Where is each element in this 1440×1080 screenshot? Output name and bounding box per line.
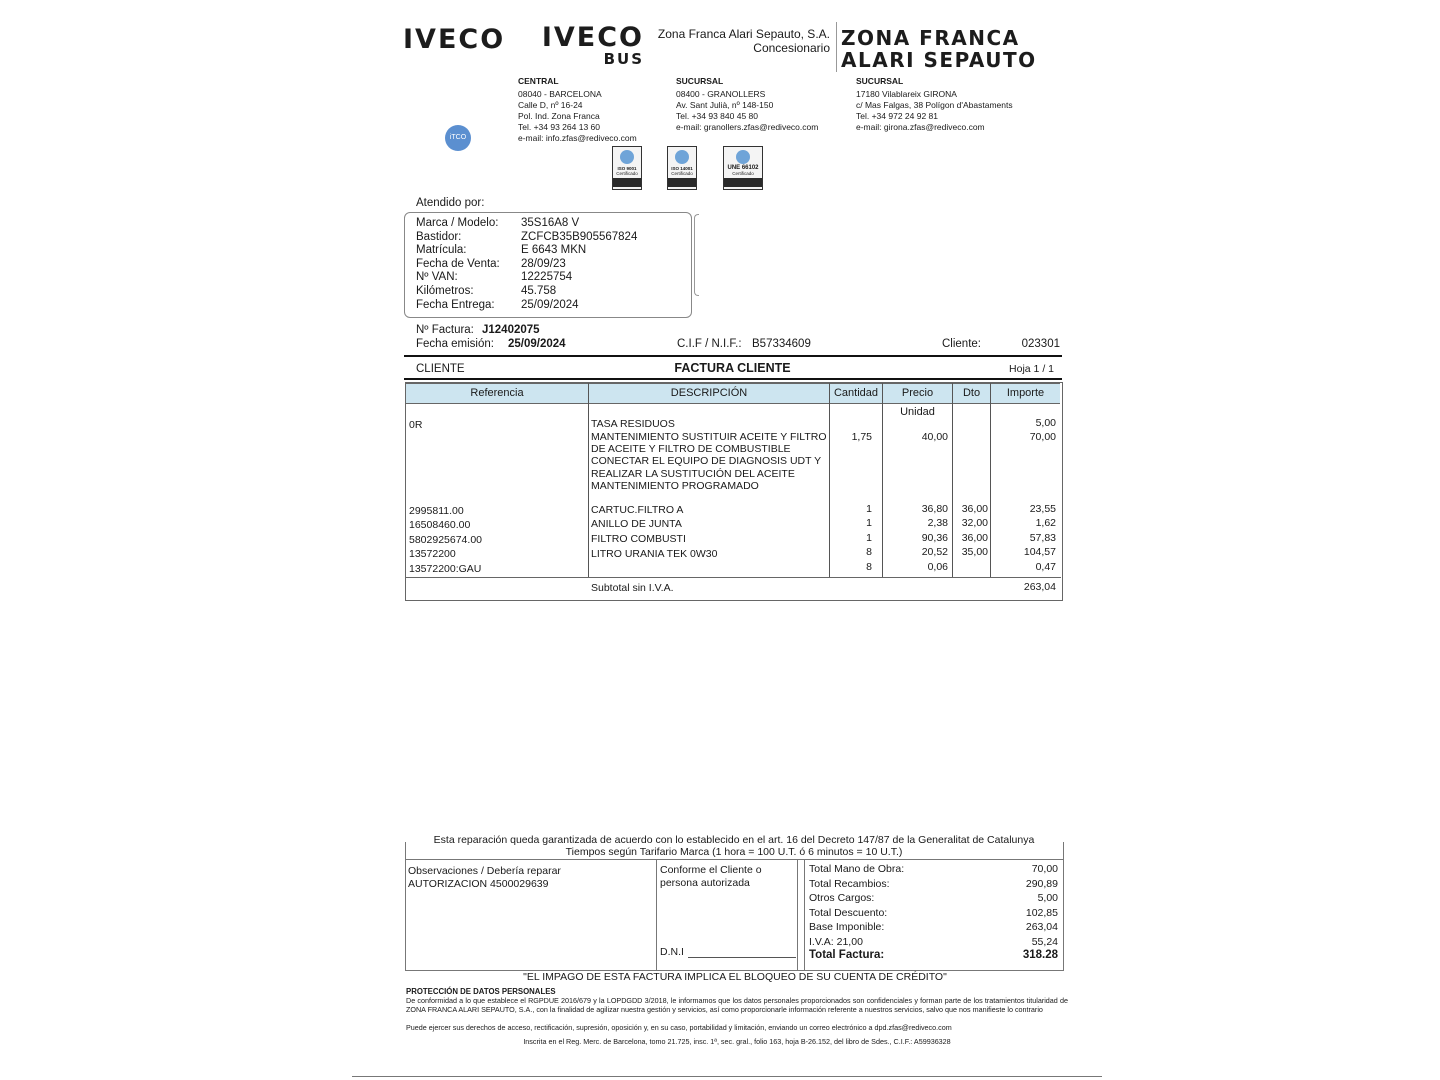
table-row-amount: 0,47 bbox=[1035, 561, 1056, 573]
conforme-line: Conforme el Cliente o bbox=[660, 864, 762, 876]
total-parts-value: 290,89 bbox=[1025, 877, 1058, 890]
iveco-bus-logo-top: IVECO bbox=[541, 22, 644, 53]
company-name-block bbox=[650, 27, 830, 55]
footer-col-divider bbox=[656, 860, 657, 970]
cert-circle-icon bbox=[675, 150, 689, 164]
dni-label: D.N.I bbox=[660, 946, 684, 958]
vehicle-model-value: 35S16A8 V bbox=[521, 217, 580, 229]
vehicle-label: Matrícula: bbox=[416, 244, 467, 257]
office-granollers bbox=[676, 76, 836, 133]
vehicle-label: Fecha de Venta: bbox=[416, 257, 500, 270]
tax-base-label: Base Imponible: bbox=[809, 921, 885, 933]
invoice-total-value: 318.28 bbox=[1022, 949, 1058, 961]
office-granollers-line: 08400 - GRANOLLERS bbox=[676, 89, 766, 99]
total-discount-value: 102,85 bbox=[1025, 906, 1058, 919]
company-role: Concesionario bbox=[753, 41, 830, 55]
table-row-amount: 5,00 bbox=[1035, 417, 1056, 429]
iveco-bus-logo-bottom: BUS bbox=[603, 50, 644, 68]
col-header-reference: Referencia bbox=[406, 383, 588, 404]
top-rule bbox=[404, 355, 1062, 357]
une-66102-cert-badge bbox=[723, 146, 763, 190]
table-row-desc: CARTUC.FILTRO A bbox=[591, 504, 684, 516]
client-number: 023301 bbox=[1021, 338, 1060, 350]
table-row-ref: 13572200:GAU bbox=[409, 563, 482, 575]
cert-code: ISO 9001 bbox=[617, 166, 637, 171]
table-row-price: 2,38 bbox=[927, 517, 948, 529]
cert-circle-icon bbox=[620, 150, 634, 164]
zona-franca-logo-line2: ALARI SEPAUTO bbox=[841, 48, 1037, 72]
iso-9001-cert-badge bbox=[612, 146, 642, 190]
table-row-amount: 1,62 bbox=[1035, 517, 1056, 529]
guarantee-line-1: Esta reparación queda garantizada de acuerdo con lo establecido en el art. 16 del Decreto 147/87 de la Generalitat de Catalunya bbox=[433, 834, 1035, 846]
table-row-ref: 5802925674.00 bbox=[409, 534, 482, 546]
office-girona-email[interactable]: e-mail: girona.zfas@rediveco.com bbox=[856, 122, 985, 132]
vehicle-sale-date-value: 28/09/23 bbox=[521, 257, 566, 270]
privacy-title: PROTECCIÓN DE DATOS PERSONALES bbox=[406, 987, 556, 996]
total-parts-label: Total Recambios: bbox=[809, 877, 890, 890]
iso-14001-cert-badge bbox=[667, 146, 697, 190]
cert-footer-band bbox=[613, 178, 641, 187]
col-divider bbox=[588, 383, 589, 577]
office-girona-line: 17180 Vilablareix GIRONA bbox=[856, 89, 957, 99]
table-row-desc: MANTENIMIENTO SUSTITUIR ACEITE Y FILTRO DE ACEITE Y FILTRO DE COMBUSTIBLE CONECTAR EL EQUIPO DE DIAGNOSIS UDT Y REALIZAR LA SUSTITUCIÓN DEL ACEITE MANTENIMIENTO PROGRAMADO bbox=[591, 431, 827, 492]
invoice-number: J12402075 bbox=[482, 324, 540, 336]
conforme-line: persona autorizada bbox=[660, 876, 750, 889]
table-row-ref: 0R bbox=[409, 419, 423, 431]
vehicle-label: Bastidor: bbox=[416, 230, 462, 243]
col-divider bbox=[990, 383, 991, 577]
table-row-desc: FILTRO COMBUSTI bbox=[591, 533, 686, 545]
table-row-price: 90,36 bbox=[921, 532, 948, 544]
vehicle-plate-value: E 6643 MKN bbox=[521, 244, 587, 257]
registry-info: Inscrita en el Reg. Merc. de Barcelona, tomo 21.725, insc. 1ª, sec. gral., folio 163, hoja B-26.152, del libro de Sdes., C.I.F.: A59936328 bbox=[523, 1037, 951, 1046]
office-central-line: 08040 - BARCELONA bbox=[518, 89, 602, 99]
table-row-dto: 36,00 bbox=[961, 503, 988, 515]
table-row-qty: 1 bbox=[866, 532, 872, 544]
col-header-quantity: Cantidad bbox=[830, 383, 882, 404]
vehicle-km-value: 45.758 bbox=[521, 284, 557, 297]
table-row-ref: 2995811.00 bbox=[409, 505, 464, 517]
office-central-title: CENTRAL bbox=[518, 76, 559, 86]
col-divider bbox=[952, 383, 953, 577]
other-charges-label: Otros Cargos: bbox=[809, 892, 875, 904]
client-section-label: CLIENTE bbox=[416, 363, 465, 375]
table-row-price: 20,52 bbox=[921, 546, 948, 558]
cert-circle-icon bbox=[736, 150, 750, 164]
office-girona-line: Tel. +34 972 24 92 81 bbox=[856, 111, 938, 121]
credit-warning: "EL IMPAGO DE ESTA FACTURA IMPLICA EL BLOQUEO DE SU CUENTA DE CRÉDITO" bbox=[523, 971, 947, 983]
office-girona-line: c/ Mas Falgas, 38 Polígon d'Abastaments bbox=[856, 100, 1013, 110]
table-row-amount: 57,83 bbox=[1029, 532, 1056, 544]
table-row-amount: 70,00 bbox=[1029, 431, 1056, 443]
iveco-logo: IVECO bbox=[403, 24, 506, 55]
office-girona-title: SUCURSAL bbox=[856, 76, 904, 86]
table-row-ref: 16508460.00 bbox=[409, 519, 471, 531]
cert-footer-band bbox=[668, 178, 696, 187]
totals-values bbox=[980, 862, 1058, 949]
cert-footer-band bbox=[724, 178, 762, 187]
other-charges-value: 5,00 bbox=[1037, 892, 1058, 904]
col-divider bbox=[882, 383, 883, 577]
vat-label: I.V.A: 21,00 bbox=[809, 935, 863, 948]
subtotal-value: 263,04 bbox=[1023, 581, 1056, 593]
office-central-line: Pol. Ind. Zona Franca bbox=[518, 111, 600, 121]
col-divider bbox=[829, 383, 830, 577]
vehicle-label: Nº VAN: bbox=[416, 271, 458, 284]
tax-base-value: 263,04 bbox=[1025, 921, 1058, 933]
table-row-desc: TASA RESIDUOS bbox=[591, 418, 675, 430]
vehicle-label: Kilómetros: bbox=[416, 284, 474, 297]
subtotal-label: Subtotal sin I.V.A. bbox=[591, 582, 674, 594]
table-row-qty: 8 bbox=[866, 561, 872, 573]
office-central bbox=[518, 76, 668, 144]
invoice-date-label: Fecha emisión: bbox=[416, 338, 494, 350]
cert-sub: Certificado bbox=[732, 171, 754, 176]
dni-signature-line bbox=[688, 957, 796, 958]
table-row-amount: 104,57 bbox=[1023, 546, 1056, 558]
vehicle-chassis-value: ZCFCB35B905567824 bbox=[521, 230, 638, 243]
title-rule bbox=[404, 378, 1062, 380]
table-row-qty: 1,75 bbox=[851, 431, 872, 443]
col-header-unit-price: Precio Unidad bbox=[883, 383, 952, 404]
cert-sub: Certificado bbox=[671, 171, 693, 176]
table-row-qty: 8 bbox=[866, 546, 872, 558]
attended-by-label: Atendido por: bbox=[416, 197, 485, 209]
invoice-number-label: Nº Factura: bbox=[416, 324, 474, 336]
vehicle-label: Fecha Entrega: bbox=[416, 298, 495, 311]
header-divider bbox=[836, 22, 837, 72]
zona-franca-logo-line1: ZONA FRANCA bbox=[841, 26, 1020, 50]
cert-code: ISO 14001 bbox=[671, 166, 693, 171]
subtotal-rule bbox=[406, 577, 1061, 578]
table-row-price: 40,00 bbox=[921, 431, 948, 443]
company-name: Zona Franca Alari Sepauto, S.A. bbox=[657, 27, 830, 41]
col-header-discount: Dto bbox=[953, 383, 990, 404]
privacy-rights: Puede ejercer sus derechos de acceso, rectificación, supresión, oposición y, en su caso, portabilidad y limitación, enviando un correo electrónico a dpd.zfas@rediveco.com bbox=[406, 1023, 952, 1032]
total-labor-value: 70,00 bbox=[1031, 863, 1058, 875]
zona-franca-logo bbox=[841, 27, 1037, 71]
col-header-amount: Importe bbox=[991, 383, 1060, 404]
client-label: Cliente: bbox=[942, 338, 981, 350]
privacy-text: De conformidad a lo que establece el RGPDUE 2016/679 y la LOPDGDD 3/2018, le informamos que los datos personales proporcionados son confidenciales y forman parte de los tratamientos titularidad de ZONA FRANCA ALARI SEPAUTO, S.A., con la finalidad de agilizar nuestra gestión y servicios, así como proporcionarle información referente a nuestros servicios, salvo que nos manifieste lo contrario bbox=[406, 996, 1068, 1014]
conforme-text bbox=[660, 864, 762, 889]
invoice-date: 25/09/2024 bbox=[508, 338, 566, 350]
cert-code: UNE 66102 bbox=[727, 165, 759, 171]
guarantee-line-2: Tiempos según Tarifario Marca (1 hora = 100 U.T. ó 6 minutos = 10 U.T.) bbox=[565, 846, 903, 858]
office-central-line: Calle D, nº 16-24 bbox=[518, 100, 583, 110]
invoice-title: FACTURA CLIENTE bbox=[674, 361, 791, 375]
vehicle-values bbox=[521, 217, 681, 312]
office-central-email[interactable]: e-mail: info.zfas@rediveco.com bbox=[518, 133, 637, 143]
footer-col-divider bbox=[797, 860, 798, 970]
table-row-price: 36,80 bbox=[921, 503, 948, 515]
totals-labels bbox=[809, 862, 959, 949]
vehicle-box-right-bracket bbox=[694, 214, 699, 296]
vat-value: 55,24 bbox=[1031, 935, 1058, 948]
office-granollers-email[interactable]: e-mail: granollers.zfas@rediveco.com bbox=[676, 122, 819, 132]
table-row-desc: ANILLO DE JUNTA bbox=[591, 518, 682, 530]
vehicle-van-value: 12225754 bbox=[521, 271, 573, 284]
round-brand-icon: iTCO bbox=[445, 125, 471, 151]
footer-box bbox=[405, 842, 1064, 971]
table-row-ref: 13572200 bbox=[409, 548, 456, 560]
cif-label: C.I.F / N.I.F.: bbox=[677, 338, 742, 350]
observations-value: AUTORIZACION 4500029639 bbox=[408, 878, 549, 890]
total-discount-label: Total Descuento: bbox=[809, 906, 888, 919]
footer-col-divider bbox=[804, 860, 805, 970]
observations-label: Observaciones / Debería reparar bbox=[408, 865, 561, 877]
table-row-amount: 23,55 bbox=[1029, 503, 1056, 515]
office-girona bbox=[856, 76, 1056, 133]
total-labor-label: Total Mano de Obra: bbox=[809, 863, 905, 875]
sheet-number: Hoja 1 / 1 bbox=[1009, 363, 1054, 375]
office-granollers-line: Tel. +34 93 840 45 80 bbox=[676, 111, 758, 121]
cif-value: B57334609 bbox=[752, 338, 811, 350]
table-row-qty: 1 bbox=[866, 517, 872, 529]
table-row-desc: LITRO URANIA TEK 0W30 bbox=[591, 548, 718, 560]
office-granollers-line: Av. Sant Julià, nº 148-150 bbox=[676, 100, 774, 110]
page-bottom-rule bbox=[352, 1076, 1102, 1077]
table-row-dto: 35,00 bbox=[961, 546, 988, 558]
vehicle-labels bbox=[416, 217, 520, 312]
table-row-price: 0,06 bbox=[927, 561, 948, 573]
table-row-qty: 1 bbox=[866, 503, 872, 515]
vehicle-delivery-date-value: 25/09/2024 bbox=[521, 298, 579, 311]
invoice-total-label: Total Factura: bbox=[809, 949, 885, 961]
iveco-bus-logo bbox=[536, 24, 644, 66]
col-header-description: DESCRIPCIÓN bbox=[589, 383, 829, 404]
table-row-dto: 32,00 bbox=[961, 517, 988, 529]
office-granollers-title: SUCURSAL bbox=[676, 76, 724, 86]
table-row-dto: 36,00 bbox=[961, 532, 988, 544]
footer-top-rule bbox=[405, 859, 1063, 860]
cert-sub: Certificado bbox=[616, 171, 638, 176]
vehicle-label: Marca / Modelo: bbox=[416, 217, 499, 229]
office-central-line: Tel. +34 93 264 13 60 bbox=[518, 122, 600, 132]
